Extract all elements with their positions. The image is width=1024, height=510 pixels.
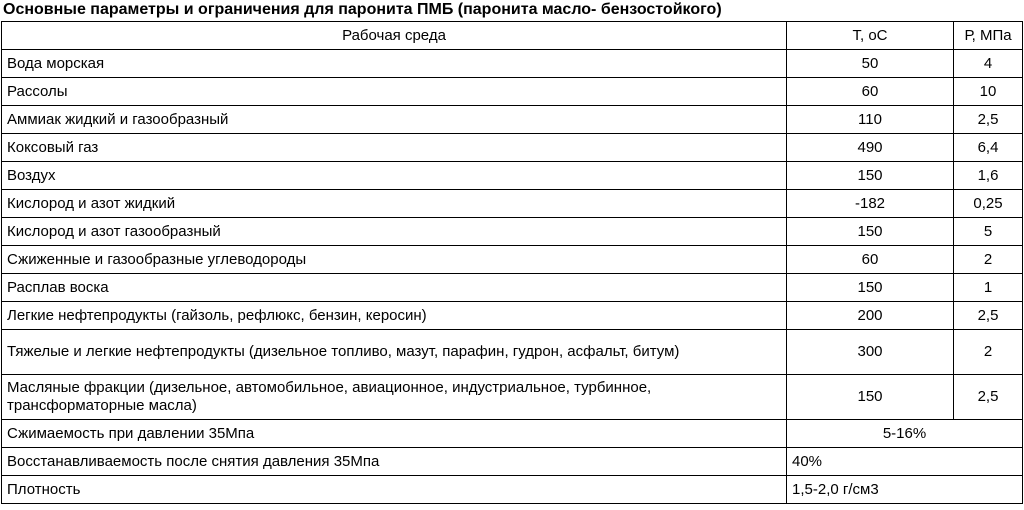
temperature-cell: 150 [787,162,954,190]
temperature-cell: 150 [787,375,954,420]
pressure-cell: 5 [954,218,1023,246]
header-medium: Рабочая среда [2,22,787,50]
table-row [2,274,1023,302]
temperature-cell: 150 [787,218,954,246]
temperature-cell: 50 [787,50,954,78]
table-row [2,218,1023,246]
temperature-cell: 200 [787,302,954,330]
property-value: 5-16% [787,420,1023,448]
medium-cell: Легкие нефтепродукты (гайзоль, рефлюкс, бензин, керосин) [2,302,787,330]
temperature-cell: -182 [787,190,954,218]
medium-cell: Тяжелые и легкие нефтепродукты (дизельное топливо, мазут, парафин, гудрон, асфальт, битум) [2,330,787,375]
table-row [2,162,1023,190]
pressure-cell: 2,5 [954,302,1023,330]
temperature-cell: 490 [787,134,954,162]
medium-cell: Рассолы [2,78,787,106]
page-title: Основные параметры и ограничения для паронита ПМБ (паронита масло- бензостойкого) [3,1,722,18]
pressure-cell: 2,5 [954,375,1023,420]
pressure-cell: 6,4 [954,134,1023,162]
table-row [2,190,1023,218]
property-name: Плотность [2,476,787,504]
medium-cell: Воздух [2,162,787,190]
pressure-cell: 10 [954,78,1023,106]
medium-cell: Сжиженные и газообразные углеводороды [2,246,787,274]
table-row [2,134,1023,162]
medium-cell: Расплав воска [2,274,787,302]
medium-cell: Вода морская [2,50,787,78]
medium-cell: Кислород и азот газообразный [2,218,787,246]
medium-cell: Коксовый газ [2,134,787,162]
temperature-cell: 300 [787,330,954,375]
property-name: Сжимаемость при давлении 35Мпа [2,420,787,448]
table-row [2,330,1023,375]
pressure-cell: 0,25 [954,190,1023,218]
pressure-cell: 2 [954,330,1023,375]
property-row [2,420,1023,448]
property-name: Восстанавливаемость после снятия давления 35Мпа [2,448,787,476]
table-row [2,78,1023,106]
temperature-cell: 60 [787,246,954,274]
property-row [2,448,1023,476]
table-row [2,375,1023,420]
table-row [2,106,1023,134]
temperature-cell: 60 [787,78,954,106]
header-row [2,22,1023,50]
medium-cell: Кислород и азот жидкий [2,190,787,218]
pressure-cell: 1,6 [954,162,1023,190]
property-value: 1,5-2,0 г/см3 [787,476,1023,504]
header-pressure: Р, МПа [954,22,1023,50]
header-temperature: Т, оС [787,22,954,50]
table-row [2,50,1023,78]
pressure-cell: 2,5 [954,106,1023,134]
pressure-cell: 1 [954,274,1023,302]
property-value: 40% [787,448,1023,476]
table-row [2,302,1023,330]
medium-cell: Аммиак жидкий и газообразный [2,106,787,134]
property-row [2,476,1023,504]
table-row [2,246,1023,274]
temperature-cell: 150 [787,274,954,302]
pressure-cell: 4 [954,50,1023,78]
paronite-parameters-table [1,21,1023,504]
pressure-cell: 2 [954,246,1023,274]
temperature-cell: 110 [787,106,954,134]
medium-cell: Масляные фракции (дизельное, автомобильное, авиационное, индустриальное, турбинное, трансформаторные масла) [2,375,787,420]
